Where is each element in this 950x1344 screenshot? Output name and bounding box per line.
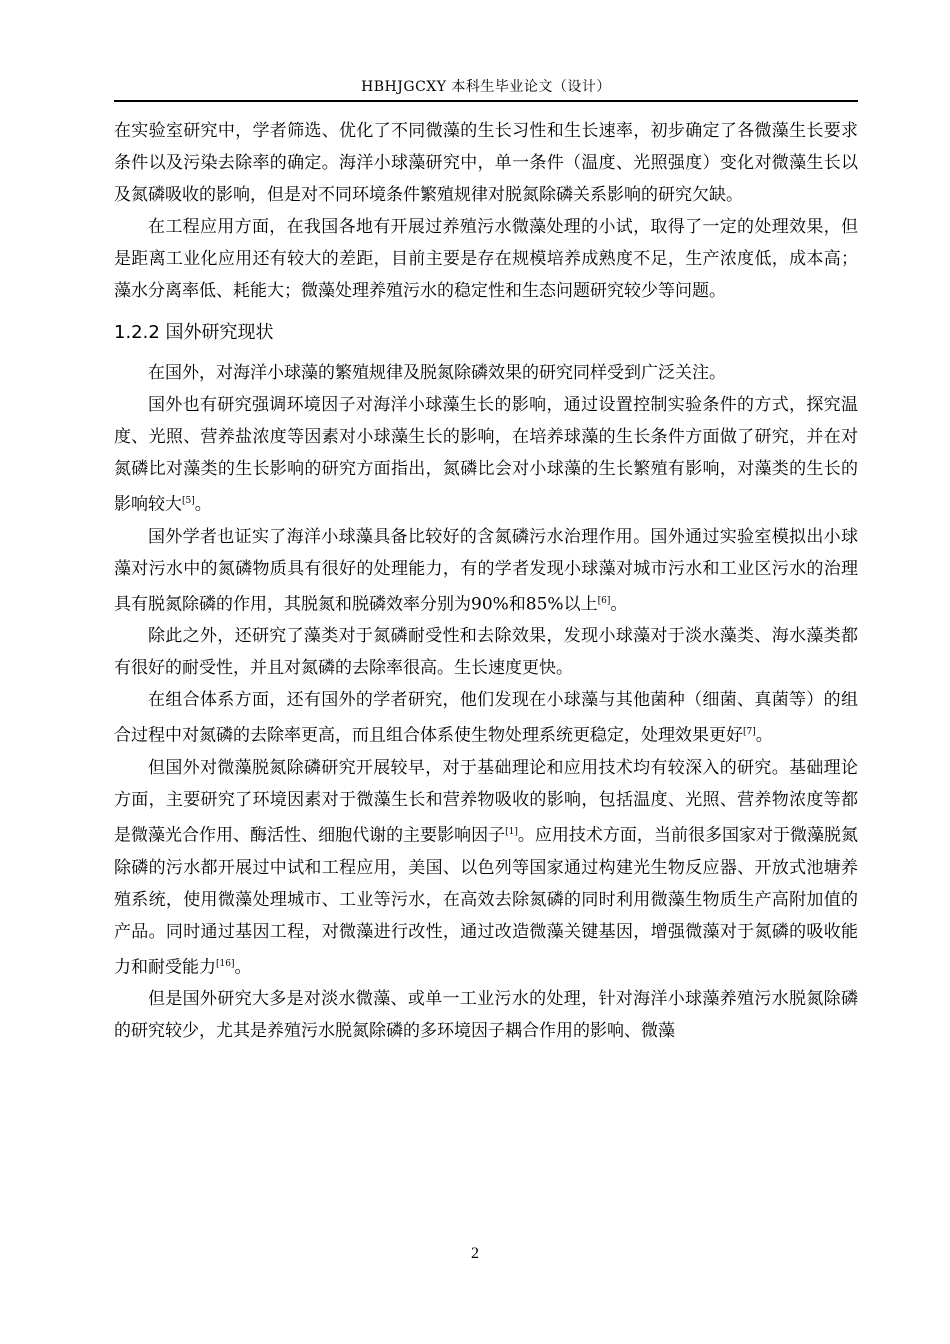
paragraph: 除此之外，还研究了藻类对于氮磷耐受性和去除效果，发现小球藻对于淡水藻类、海水藻类都有很好的耐受性，并且对氮磷的去除率很高。生长速度更快。 (114, 626, 858, 679)
citation: [6] (597, 595, 611, 606)
section-heading: 1.2.2 国外研究现状 (114, 322, 274, 343)
paragraph (114, 521, 858, 621)
citation: [5] (182, 496, 195, 506)
page-header: HBHJGCXY 本科生毕业论文（设计） (361, 79, 611, 95)
paragraph-text: 在组合体系方面，还有国外的学者研究，他们发现在小球藻与其他菌种（细菌、真菌等）的组合过程中对氮磷的去除率更高，而且组合体系使生物处理系统更稳定，处理效果更好 (114, 690, 858, 746)
header-rule (114, 100, 858, 102)
paragraph (114, 752, 858, 983)
paragraph: 在工程应用方面，在我国各地有开展过养殖污水微藻处理的小试，取得了一定的处理效果，但是距离工业化应用还有较大的差距，目前主要是存在规模培养成熟度不足，生产浓度低，成本高；藻水分离率低、耗能大；微藻处理养殖污水的稳定性和生态问题研究较少等问题。 (114, 217, 858, 301)
citation: [1] (505, 826, 518, 837)
paragraph-text: 国外也有研究强调环境因子对海洋小球藻生长的影响，通过设置控制实验条件的方式，探究温度、光照、营养盐浓度等因素对小球藻生长的影响，在培养球藻的生长条件方面做了研究，并在对氮磷比对藻类的生长影响的研究方面指出，氮磷比会对小球藻的生长繁殖有影响，对藻类的生长的影响较大 (114, 395, 858, 515)
paragraph (114, 389, 858, 521)
paragraph-text: 但国外对微藻脱氮除磷研究开展较早，对于基础理论和应用技术均有较深入的研究。基础理论方面，主要研究了环境因素对于微藻生长和营养物吸收的影响，包括温度、光照、营养物浓度等都是微藻光合作用、酶活性、细胞代谢的主要影响因子 (114, 757, 858, 846)
paragraph-tail: 。 (234, 957, 252, 978)
document-body (114, 115, 858, 1047)
paragraph-tail: 。 (194, 494, 212, 515)
paragraph-text: 国外学者也证实了海洋小球藻具备比较好的含氮磷污水治理作用。国外通过实验室模拟出小球藻对污水中的氮磷物质具有很好的处理能力，有的学者发现小球藻对城市污水和工业区污水的治理具有脱氮除磷的作用，其脱氮和脱磷效率分别为90%和85%以上 (114, 526, 858, 615)
paragraph: 但是国外研究大多是对淡水微藻、或单一工业污水的处理，针对海洋小球藻养殖污水脱氮除磷的研究较少，尤其是养殖污水脱氮除磷的多环境因子耦合作用的影响、微藻 (114, 989, 858, 1042)
paragraph-tail: 。 (755, 725, 773, 746)
paragraph (114, 684, 858, 752)
paragraph: 在实验室研究中，学者筛选、优化了不同微藻的生长习性和生长速率，初步确定了各微藻生长要求条件以及污染去除率的确定。海洋小球藻研究中，单一条件（温度、光照强度）变化对微藻生长以及氮磷吸收的影响，但是对不同环境条件繁殖规律对脱氮除磷关系影响的研究欠缺。 (114, 121, 858, 205)
citation: [7] (743, 727, 756, 738)
citation: [16] (216, 958, 235, 969)
paragraph-tail: 。 (610, 594, 628, 615)
paragraph: 在国外，对海洋小球藻的繁殖规律及脱氮除磷效果的研究同样受到广泛关注。 (148, 363, 726, 383)
page-number: 2 (471, 1245, 479, 1262)
paragraph-tail: 。应用技术方面，当前很多国家对于微藻脱氮除磷的污水都开展过中试和工程应用，美国、以色列等国家通过构建光生物反应器、开放式池塘养殖系统，使用微藻处理城市、工业等污水，在高效去除氮磷的同时利用微藻生物质生产高附加值的产品。同时通过基因工程，对微藻进行改性，通过改造微藻关键基因，增强微藻对于氮磷的吸收能力和耐受能力 (114, 825, 859, 978)
